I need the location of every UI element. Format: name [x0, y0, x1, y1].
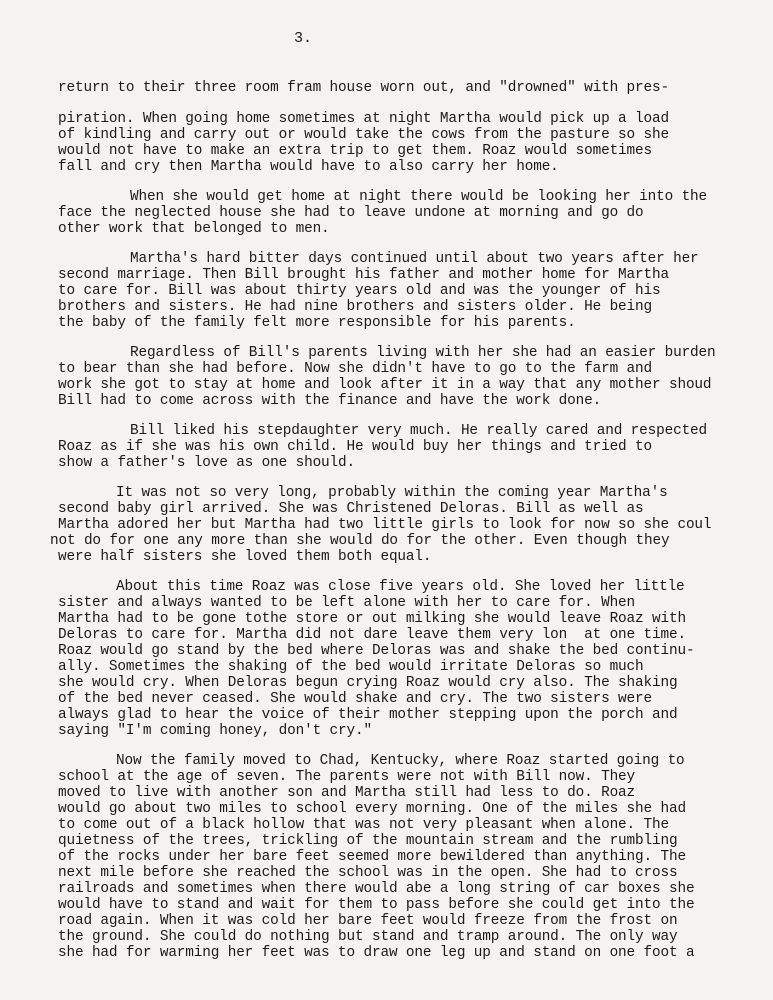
- text-line: would go about two miles to school every morning. One of the miles she had: [58, 801, 686, 817]
- text-line: sister and always wanted to be left alone with her to care for. When: [58, 595, 636, 611]
- text-line: would have to stand and wait for them to pass before she could get into the: [58, 897, 695, 913]
- text-line: Roaz would go stand by the bed where Deloras was and shake the bed continu-: [58, 643, 695, 659]
- text-line: ally. Sometimes the shaking of the bed would irritate Deloras so much: [58, 659, 644, 675]
- text-line: Regardless of Bill's parents living with her she had an easier burden: [130, 345, 716, 361]
- text-line: road again. When it was cold her bare feet would freeze from the frost on: [58, 913, 678, 929]
- text-line: Roaz as if she was his own child. He would buy her things and tried to: [58, 439, 653, 455]
- text-line: to care for. Bill was about thirty years old and was the younger of his: [58, 283, 661, 299]
- text-line: It was not so very long, probably within the coming year Martha's: [116, 485, 668, 501]
- text-line: Bill liked his stepdaughter very much. He really cared and respected: [130, 423, 708, 439]
- text-line: Deloras to care for. Martha did not dare leave them very lon at one time.: [58, 627, 686, 643]
- text-line: second baby girl arrived. She was Christened Deloras. Bill as well as: [58, 501, 644, 517]
- text-line: of kindling and carry out or would take the cows from the pasture so she: [58, 127, 669, 143]
- text-line: Now the family moved to Chad, Kentucky, where Roaz started going to: [116, 753, 685, 769]
- text-line: railroads and sometimes when there would abe a long string of car boxes she: [58, 881, 695, 897]
- text-line: saying "I'm coming honey, don't cry.": [58, 723, 372, 739]
- text-line: the ground. She could do nothing but stand and tramp around. The only way: [58, 929, 678, 945]
- text-line: were half sisters she loved them both equal.: [58, 549, 432, 565]
- text-line: school at the age of seven. The parents were not with Bill now. They: [58, 769, 636, 785]
- page-number: 3.: [294, 30, 313, 47]
- text-line: brothers and sisters. He had nine brothers and sisters older. He being: [58, 299, 653, 315]
- text-line: show a father's love as one should.: [58, 455, 356, 471]
- text-line: she had for warming her feet was to draw one leg up and stand on one foot a: [58, 945, 695, 961]
- text-line: piration. When going home sometimes at night Martha would pick up a load: [58, 111, 669, 127]
- text-line: next mile before she reached the school was in the open. She had to cross: [58, 865, 678, 881]
- text-line: she would cry. When Deloras begun crying Roaz would cry also. The shaking: [58, 675, 678, 691]
- text-line: other work that belonged to men.: [58, 221, 330, 237]
- text-line: moved to live with another son and Martha still had less to do. Roaz: [58, 785, 636, 801]
- text-line: of the rocks under her bare feet seemed more bewildered than anything. The: [58, 849, 686, 865]
- text-line: About this time Roaz was close five years old. She loved her little: [116, 579, 685, 595]
- text-line: face the neglected house she had to leave undone at morning and go do: [58, 205, 644, 221]
- text-line: When she would get home at night there would be looking her into the: [130, 189, 708, 205]
- text-line: second marriage. Then Bill brought his father and mother home for Martha: [58, 267, 669, 283]
- text-line: to bear than she had before. Now she didn't have to go to the farm and: [58, 361, 653, 377]
- text-line: work she got to stay at home and look after it in a way that any mother shoud: [58, 377, 712, 393]
- text-line: Martha's hard bitter days continued until about two years after her: [130, 251, 699, 267]
- text-line: of the bed never ceased. She would shake and cry. The two sisters were: [58, 691, 653, 707]
- text-line: return to their three room fram house worn out, and "drowned" with pres-: [58, 80, 669, 96]
- text-line: fall and cry then Martha would have to also carry her home.: [58, 159, 559, 175]
- text-line: Martha had to be gone tothe store or out milking she would leave Roaz with: [58, 611, 686, 627]
- text-line: the baby of the family felt more responsible for his parents.: [58, 315, 576, 331]
- text-line: to come out of a black hollow that was not very pleasant when alone. The: [58, 817, 669, 833]
- text-line: quietness of the trees, trickling of the mountain stream and the rumbling: [58, 833, 678, 849]
- text-line: not do for one any more than she would do for the other. Even though they: [50, 533, 670, 549]
- text-line: Bill had to come across with the finance and have the work done.: [58, 393, 602, 409]
- text-line: always glad to hear the voice of their mother stepping upon the porch and: [58, 707, 678, 723]
- text-line: Martha adored her but Martha had two little girls to look for now so she coul: [58, 517, 712, 533]
- text-line: would not have to make an extra trip to get them. Roaz would sometimes: [58, 143, 653, 159]
